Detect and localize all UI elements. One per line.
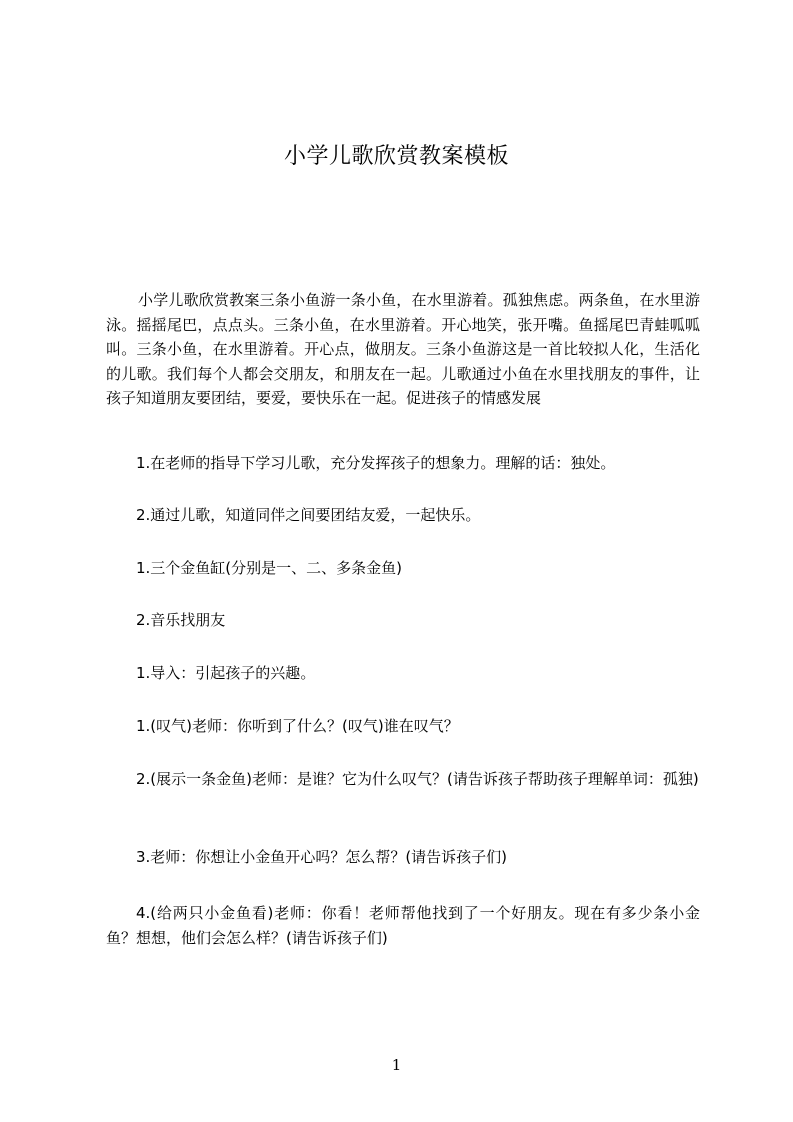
- material-item-1: 1.三个金鱼缸(分别是一、二、多条金鱼): [136, 559, 403, 577]
- process-step-3: 3.老师：你想让小金鱼开心吗？怎么帮？(请告诉孩子们): [136, 848, 508, 866]
- material-item-2: 2.音乐找朋友: [136, 611, 226, 629]
- process-step-1: 1.(叹气)老师：你听到了什么？(叹气)谁在叹气？: [136, 717, 459, 735]
- process-step-4: 4.(给两只小金鱼看)老师：你看！老师帮他找到了一个好朋友。现在有多少条小金鱼？想想，他们会怎么样？(请告诉孩子们): [106, 904, 700, 947]
- process-item-intro: 1.导入：引起孩子的兴趣。: [136, 664, 316, 682]
- document-title: 小学儿歌欣赏教案模板: [283, 144, 509, 169]
- objective-item-2: 2.通过儿歌，知道同伴之间要团结友爱，一起快乐。: [136, 506, 481, 524]
- objective-item-1: 1.在老师的指导下学习儿歌，充分发挥孩子的想象力。理解的话：独处。: [136, 454, 616, 472]
- process-step-2: 2.(展示一条金鱼)老师：是谁？它为什么叹气？(请告诉孩子帮助孩子理解单词：孤独): [136, 770, 699, 788]
- intro-paragraph: 小学儿歌欣赏教案三条小鱼游一条小鱼，在水里游着。孤独焦虑。两条鱼，在水里游泳。摇摇尾巴，点点头。三条小鱼，在水里游着。开心地笑，张开嘴。鱼摇尾巴青蛙呱呱叫。三条小鱼，在水里游着。开心点，做朋友。三条小鱼游这是一首比较拟人化，生活化的儿歌。我们每个人都会交朋友，和朋友在一起。儿歌通过小鱼在水里找朋友的事件，让孩子知道朋友要团结，要爱，要快乐在一起。促进孩子的情感发展: [106, 291, 700, 407]
- page-number: 1: [391, 1056, 402, 1074]
